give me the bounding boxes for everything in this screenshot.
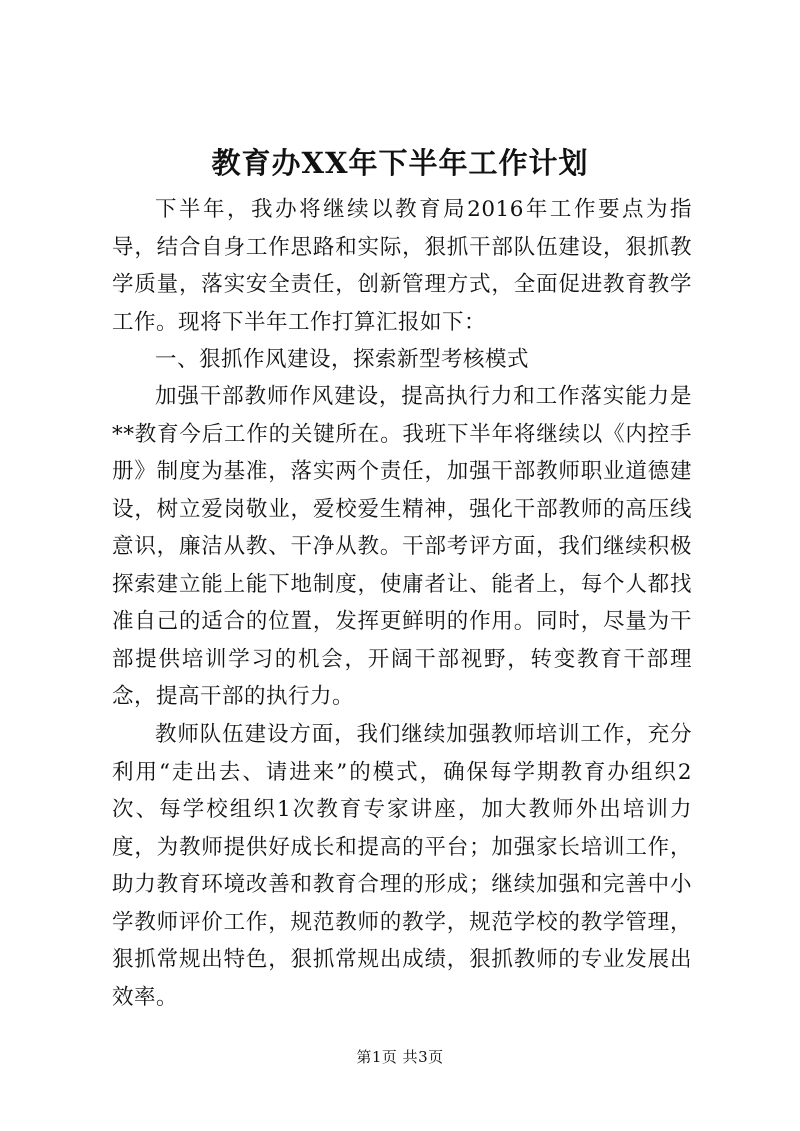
paragraph-text: 下半年，我办将继续以教育局2016年工作要点为指导，结合自身工作思路和实际，狠抓干部队伍建设，狠抓教学质量，落实安全责任，创新管理方式，全面促进教育教学工作。现将下半年工作打算汇报如下： — [112, 197, 692, 335]
paragraph-style-building — [112, 378, 692, 716]
paragraph-intro — [112, 191, 692, 341]
section-heading-text: 一、狠抓作风建设，探索新型考核模式 — [155, 347, 530, 372]
page-footer: 第1页 共3页 — [356, 1048, 444, 1066]
section-heading — [112, 341, 692, 379]
paragraph-text: 教师队伍建设方面，我们继续加强教师培训工作，充分利用“走出去、请进来”的模式，确保每学期教育办组织2次、每学校组织1次教育专家讲座，加大教师外出培训力度，为教师提供好成长和提高的平台；加强家长培训工作，助力教育环境改善和教育合理的形成；继续加强和完善中小学教师评价工作，规范教师的教学，规范学校的教学管理，狠抓常规出特色，狠抓常规出成绩，狠抓教师的专业发展出效率。 — [112, 722, 692, 1010]
paragraph-text: 加强干部教师作风建设，提高执行力和工作落实能力是**教育今后工作的关键所在。我班下半年将继续以《内控手册》制度为基准，落实两个责任，加强干部教师职业道德建设，树立爱岗敬业，爱校爱生精神，强化干部教师的高压线意识，廉洁从教、干净从教。干部考评方面，我们继续积极探索建立能上能下地制度，使庸者让、能者上，每个人都找准自己的适合的位置，发挥更鲜明的作用。同时，尽量为干部提供培训学习的机会，开阔干部视野，转变教育干部理念，提高干部的执行力。 — [112, 384, 692, 709]
document-title: 教育办XX年下半年工作计划 — [211, 146, 589, 180]
paragraph-teacher-team — [112, 716, 692, 1016]
